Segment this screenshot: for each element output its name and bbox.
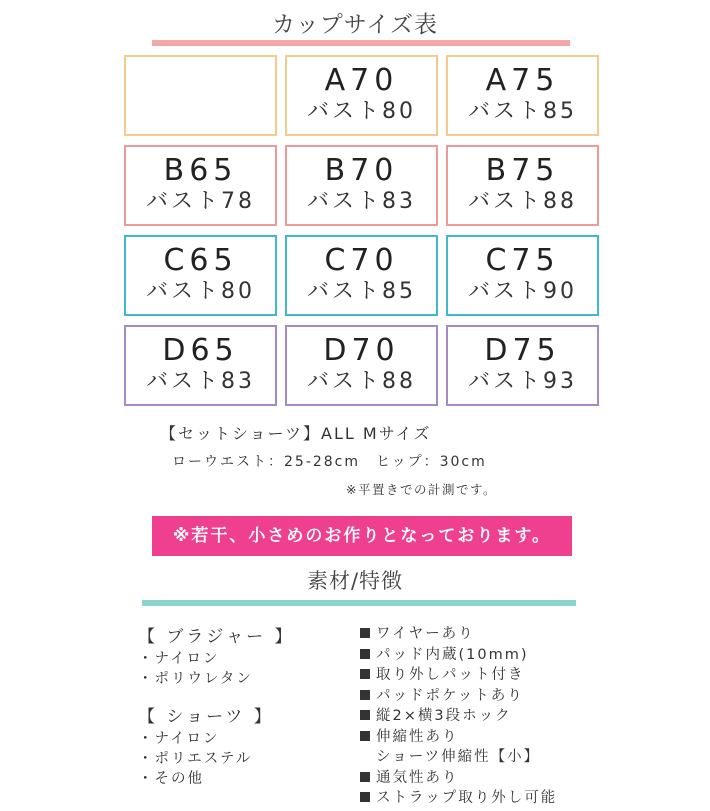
- bust-size-label: バスト78: [146, 189, 255, 214]
- bust-size-label: バスト90: [468, 279, 577, 304]
- feature-item: [360, 645, 557, 666]
- feature-text: パッドポケットあり: [376, 687, 524, 704]
- feature-text: 取り外しパット付き: [376, 667, 525, 683]
- size-cell: [124, 325, 277, 406]
- feature-item: [360, 768, 557, 789]
- bust-size-label: バスト85: [307, 279, 416, 304]
- square-bullet-icon: [360, 792, 370, 802]
- size-cell: [446, 325, 599, 406]
- square-bullet-icon: [360, 690, 370, 700]
- cup-size-label: A70: [324, 63, 399, 98]
- size-cell: [446, 235, 599, 316]
- feature-item: [360, 727, 557, 748]
- feature-item: [360, 706, 557, 727]
- feature-text: 伸縮性あり: [376, 728, 459, 745]
- feature-item: [360, 665, 557, 686]
- feature-item: [360, 788, 557, 809]
- feature-text: 縦2×横3段ホック: [376, 708, 512, 724]
- feature-text: パッド内蔵(10mm): [376, 646, 529, 663]
- cup-size-label: C70: [324, 243, 399, 278]
- bra-heading: 【 ブラジャー 】: [138, 627, 295, 647]
- size-cell: [285, 145, 438, 226]
- square-bullet-icon: [360, 772, 370, 782]
- feature-item: [360, 747, 557, 768]
- size-cell: [285, 325, 438, 406]
- cup-size-label: D70: [323, 333, 400, 368]
- bust-size-label: バスト83: [146, 369, 255, 394]
- cup-size-label: A75: [485, 63, 560, 98]
- bust-size-label: バスト80: [307, 99, 416, 124]
- cup-size-label: B75: [485, 153, 560, 188]
- cup-size-label: D75: [484, 333, 561, 368]
- size-warning-banner: ※若干、小さめのお作りとなっております。: [152, 516, 572, 556]
- shorts-material-item: ・ポリエステル: [138, 751, 253, 767]
- bust-size-label: バスト80: [146, 279, 255, 304]
- features-list: [360, 624, 557, 809]
- set-shorts-measures: ローウエスト：25-28cm ヒップ：30cm: [172, 454, 487, 470]
- set-shorts-label: 【セットショーツ】ALL Mサイズ: [160, 424, 432, 443]
- cup-size-label: B70: [324, 153, 399, 188]
- bra-material-item: ・ポリウレタン: [138, 671, 253, 687]
- bust-size-label: バスト88: [468, 189, 577, 214]
- feature-item: [360, 624, 557, 645]
- shorts-material-item: ・ナイロン: [138, 731, 220, 747]
- shorts-material-item: ・その他: [138, 771, 204, 787]
- cup-size-label: B65: [163, 153, 238, 188]
- materials-column: [138, 625, 294, 789]
- square-bullet-icon: [360, 628, 370, 638]
- bust-size-label: バスト85: [468, 99, 577, 124]
- feature-text: ショーツ伸縮性【小】: [376, 749, 541, 765]
- materials-title: 素材/特徴: [306, 569, 404, 593]
- size-cell: [446, 55, 599, 136]
- size-cell: [285, 55, 438, 136]
- size-chart-title: カップサイズ表: [272, 12, 438, 38]
- bust-size-label: バスト93: [468, 369, 577, 394]
- shorts-heading: 【 ショーツ 】: [138, 707, 274, 727]
- size-cell: [285, 235, 438, 316]
- square-bullet-icon: [360, 669, 370, 679]
- square-bullet-icon: [360, 710, 370, 720]
- feature-item: [360, 686, 557, 707]
- empty-size-cell: [124, 55, 277, 136]
- size-cell: [124, 145, 277, 226]
- materials-underline: [142, 600, 576, 606]
- measurement-note: ※平置きでの計測です。: [346, 482, 497, 497]
- feature-text: ストラップ取り外し可能: [376, 790, 558, 806]
- bust-size-label: バスト83: [307, 189, 416, 214]
- size-cell: [124, 235, 277, 316]
- square-bullet-icon: [360, 649, 370, 659]
- cup-size-label: C75: [485, 243, 560, 278]
- feature-text: ワイヤーあり: [376, 626, 475, 642]
- size-chart-underline: [152, 40, 570, 46]
- cup-size-label: C65: [163, 243, 238, 278]
- square-bullet-icon: [360, 731, 370, 741]
- size-cell: [446, 145, 599, 226]
- feature-text: 通気性あり: [376, 769, 459, 786]
- bust-size-label: バスト88: [307, 369, 416, 394]
- bra-material-item: ・ナイロン: [138, 651, 220, 667]
- cup-size-label: D65: [162, 333, 239, 368]
